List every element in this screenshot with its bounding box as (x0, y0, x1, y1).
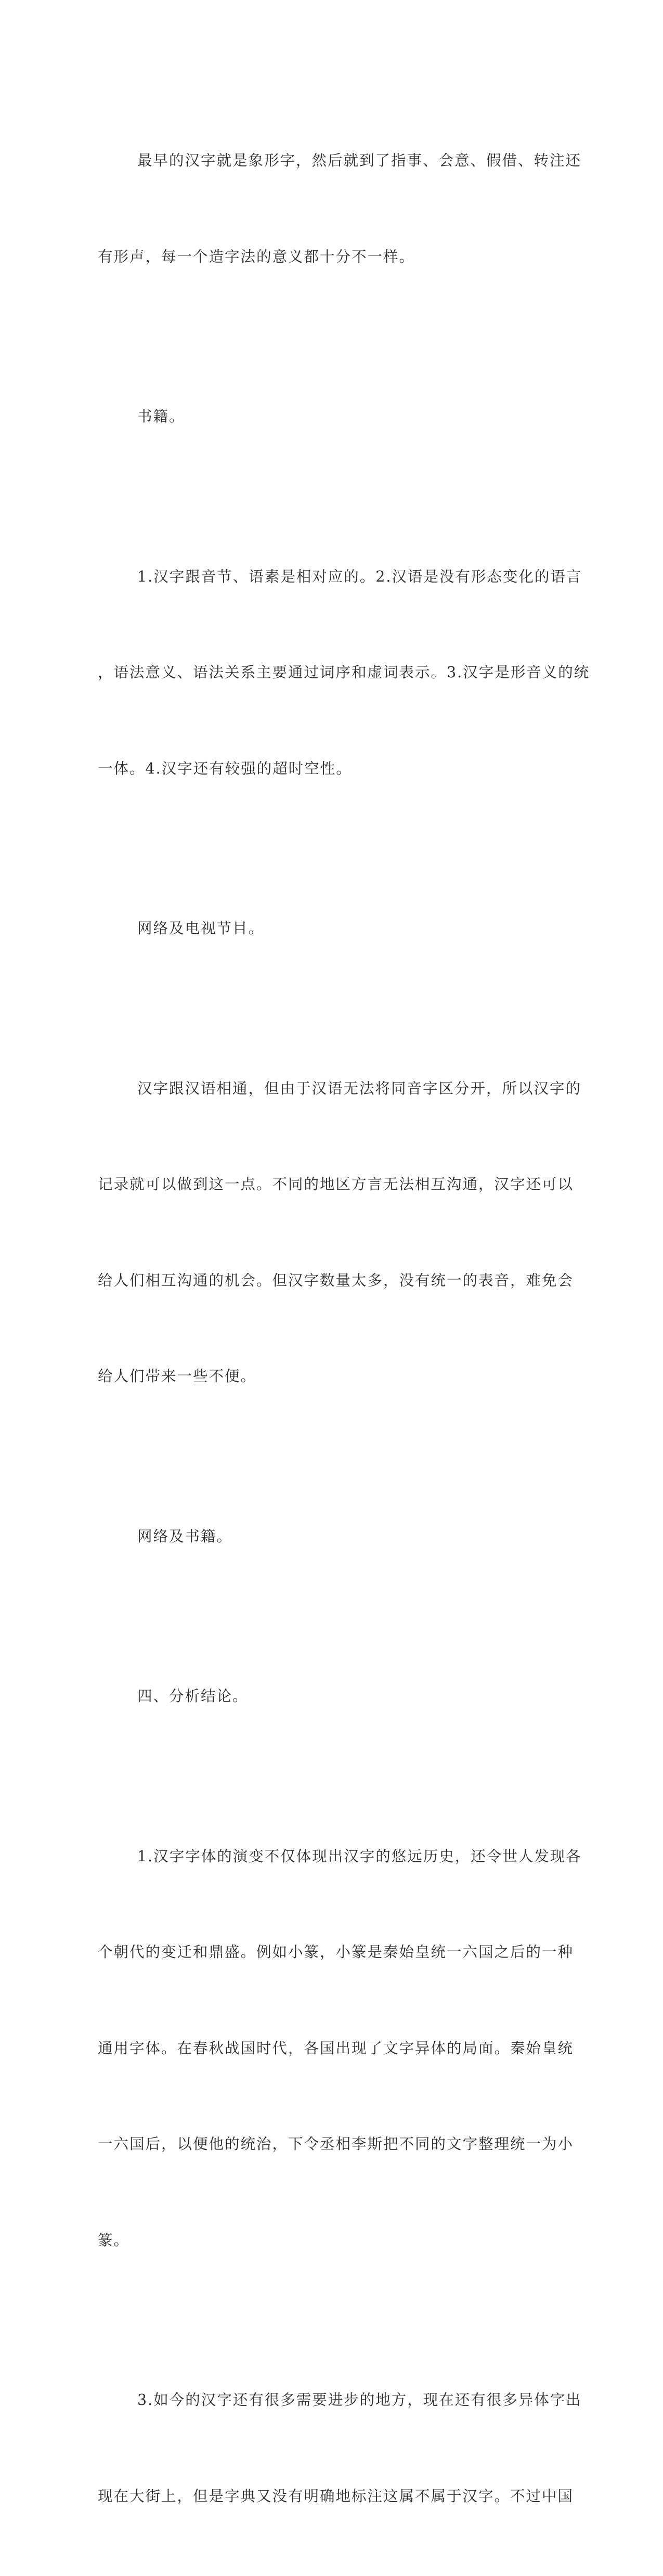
text-line: 现在大街上，但是字典又没有明确地标注这属不属于汉字。不过中国 (98, 2487, 574, 2505)
text-line: 个朝代的变迁和鼎盛。例如小篆，小篆是秦始皇统一六国之后的一种 (98, 1943, 574, 1961)
text-line: 通用字体。在春秋战国时代，各国出现了文字异体的局面。秦始皇统 (98, 2039, 574, 2057)
text-line: ，语法意义、语法关系主要通过词序和虚词表示。3.汉字是形音义的统 (98, 664, 590, 681)
text-line: 给人们相互沟通的机会。但汉字数量太多，没有统一的表音，难免会 (98, 1271, 574, 1289)
text-line: 一六国后，以便他的统治，下令丞相李斯把不同的文字整理统一为小 (98, 2135, 574, 2153)
text-line: 网络及电视节目。 (137, 920, 265, 937)
text-line: 1.汉字字体的演变不仅体现出汉字的悠远历史，还令世人发现各 (137, 1847, 582, 1865)
paragraph-6 (98, 1457, 561, 1617)
text-line: 汉字跟汉语相通，但由于汉语无法将同音字区分开，所以汉字的 (137, 1079, 582, 1097)
text-line: 四、分析结论。 (137, 1688, 249, 1705)
text-line: 最早的汉字就是象形字，然后就到了指事、会意、假借、转注还 (137, 152, 582, 169)
text-line: 记录就可以做到这一点。不同的地区方言无法相互沟通，汉字还可以 (98, 1176, 574, 1193)
paragraph-8 (98, 1776, 582, 2321)
paragraph-9 (98, 2320, 582, 2576)
paragraph-3 (98, 497, 590, 849)
document-body (98, 81, 590, 2576)
text-line: 给人们带来一些不便。 (98, 1368, 257, 1385)
text-line: 网络及书籍。 (137, 1527, 233, 1545)
paragraph-4 (98, 848, 561, 1009)
section-heading (98, 1616, 561, 1776)
paragraph-2 (98, 337, 561, 497)
text-line: 一体。4.汉字还有较强的超时空性。 (98, 759, 352, 777)
text-line: 1.汉字跟音节、语素是相对应的。2.汉语是没有形态变化的语言 (137, 568, 582, 585)
paragraph-1 (98, 81, 582, 337)
text-line: 书籍。 (137, 408, 185, 425)
paragraph-5 (98, 1009, 582, 1457)
text-line: 3.如今的汉字还有很多需要进步的地方，现在还有很多异体字出 (137, 2391, 582, 2408)
text-line: 篆。 (98, 2231, 130, 2249)
text-line: 有形声，每一个造字法的意义都十分不一样。 (98, 248, 415, 265)
